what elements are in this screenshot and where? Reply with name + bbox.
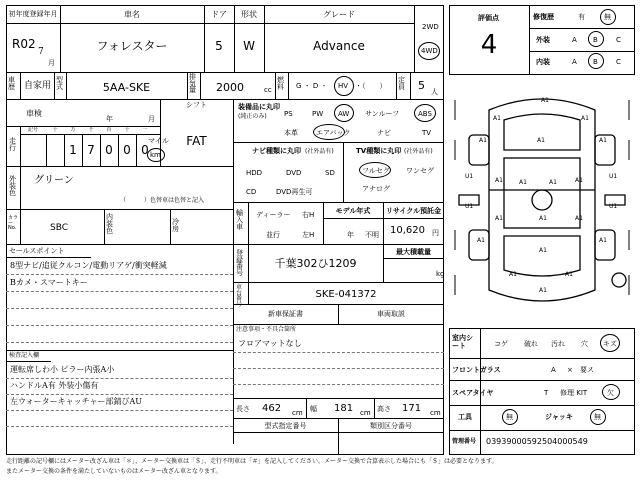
int-grade-a: A	[572, 58, 577, 66]
capacity: 5	[418, 79, 425, 92]
len: 462	[262, 403, 282, 414]
ext-color-label: 外装色	[9, 175, 16, 197]
repair-label: 修復歴	[533, 13, 554, 21]
wid-label: 幅	[310, 405, 317, 413]
capacity-label: 定員	[398, 76, 405, 91]
damage-mark: A1	[537, 137, 545, 144]
inspector-line-1: 運転席しわ小 ピラー内張A小	[10, 365, 115, 374]
inspect-label: 車検	[26, 109, 42, 118]
damage-mark: A1	[549, 179, 557, 186]
len-label: 長さ	[236, 405, 250, 413]
reg-label: 登録番号	[236, 249, 243, 277]
inspector-line-3: 左ウォーターキャッチャー部錆びAU	[10, 397, 142, 406]
damage-mark: A1	[565, 271, 573, 278]
digit-header: 十	[52, 127, 58, 133]
tv-label: TV種類に丸印	[356, 147, 402, 155]
repair-no: 無	[604, 13, 611, 21]
glass-x: ×	[567, 366, 573, 374]
equip-leather: 本革	[284, 129, 298, 137]
drive-2wd: 2WD	[422, 23, 439, 31]
color-code-value: SBC	[50, 223, 69, 233]
tv-oneseg: ワンセグ	[406, 167, 434, 175]
model-year-year: 年	[347, 231, 354, 239]
int-grade-b: B	[593, 58, 598, 66]
damage-mark: A1	[539, 215, 547, 222]
tv-fullseg: フルセグ	[362, 167, 390, 175]
inspect-year-unit: 年	[106, 115, 113, 123]
points-line-1: 8型ナビ/追従クルコン/電動リアゲ/衝突軽減	[10, 261, 167, 270]
import-parallel: 並行	[266, 231, 280, 239]
navi-cd: CD	[246, 188, 257, 196]
hei: 171	[402, 403, 422, 414]
footer-line-2: またメーター交換の条件を満たしていないものはメーター改ざん車となります。	[6, 468, 222, 475]
damage-mark: A1	[575, 215, 583, 222]
wid-cm: cm	[360, 409, 371, 417]
glass-replace: 要ス	[580, 366, 594, 374]
damage-mark: A1	[575, 177, 583, 184]
mgmt-number: 03939000592504000549	[486, 437, 588, 446]
mile-label: マイル	[148, 137, 169, 145]
damage-mark: A1	[539, 287, 547, 294]
inspector-line-2: ハンドルA有 外装小傷有	[10, 381, 99, 390]
displacement: 2000	[216, 81, 244, 94]
import-right: 右H	[302, 211, 315, 219]
color-change-note: （ ）色替車は色替と記入	[120, 197, 205, 204]
equipment-label: 装備品に丸印	[238, 103, 280, 111]
equipment-note: (純正のみ)	[238, 113, 267, 120]
repair-yes: 有	[578, 13, 585, 21]
digit-header: 万	[70, 127, 76, 133]
inspector-label: 検査記入欄	[9, 352, 40, 359]
recycle-label: リサイクル預託金	[385, 207, 442, 215]
ac-label: 冷房	[172, 218, 179, 233]
damage-mark: A1	[479, 137, 487, 144]
ext-grade-c: C	[616, 36, 621, 44]
spare-kit: 修理 KIT	[560, 389, 588, 397]
digit-header: 十	[124, 127, 130, 133]
model-name: フォレスター	[96, 39, 168, 53]
ext-color-value: グリーン	[34, 175, 74, 186]
seat-hole: 穴	[581, 340, 588, 348]
fuel-other: ・（ ）	[355, 82, 387, 90]
max-load-kg: kg	[436, 270, 445, 278]
grade-label: グレード	[323, 10, 355, 19]
len-cm: cm	[292, 409, 303, 417]
damage-mark: A1	[539, 247, 547, 254]
first-reg-era: R02	[12, 37, 36, 51]
digit-header: 一	[142, 127, 148, 133]
fuel-options: G ・ D ・	[296, 82, 328, 90]
navi-dvd: DVD	[286, 169, 302, 177]
displacement-unit: cc	[264, 86, 272, 94]
jack-value: 無	[594, 413, 601, 421]
seat-label: 室内シート	[452, 334, 473, 351]
class-no-label: 類別区分番号	[370, 422, 412, 430]
equip-aw: AW	[338, 110, 350, 118]
damage-mark: A1	[509, 271, 517, 278]
drive-4wd: 4WD	[421, 47, 438, 55]
navi-label: ナビ種類に丸印	[252, 147, 301, 155]
seat-burn: コゲ	[494, 340, 508, 348]
shift: FAT	[186, 134, 207, 148]
notes-label: 注意事項・不具合箇所	[236, 326, 297, 333]
damage-mark: U1	[609, 203, 618, 210]
digit-header: 百	[106, 127, 112, 133]
equip-airbag: エアバック	[316, 129, 351, 137]
fuel-hv: HV	[338, 82, 349, 90]
color-code-label: カラー No.	[8, 215, 19, 231]
capacity-unit: 人	[431, 88, 438, 96]
equip-navi: ナビ	[377, 129, 391, 137]
recycle: 10,620	[390, 225, 425, 236]
spare-t: T	[544, 389, 549, 397]
model-name-label: 車名	[124, 10, 140, 19]
equip-tv: TV	[422, 129, 432, 137]
hei-cm: cm	[430, 409, 441, 417]
grade: Advance	[313, 39, 365, 53]
damage-mark: A1	[519, 179, 527, 186]
run-label: 走行	[9, 137, 16, 152]
damage-mark: U1	[465, 203, 474, 210]
tool-value: 無	[506, 413, 513, 421]
equip-pw: PW	[312, 110, 324, 118]
first-reg-month: 7	[38, 47, 44, 57]
ext-grade-label: 外装	[536, 36, 550, 44]
digit-header: 千	[88, 127, 94, 133]
tv-note: (社外品有)	[404, 148, 433, 155]
model-year-unknown: 不明	[365, 231, 379, 239]
damage-mark: A1	[581, 115, 589, 122]
model-code: 5AA-SKE	[102, 81, 151, 94]
tool-label: 工具	[458, 413, 472, 421]
notes-line-1: フロアマットなし	[238, 339, 302, 348]
navi-sd: SD	[325, 169, 335, 177]
tv-analog: アナログ	[362, 185, 390, 193]
navi-hdd: HDD	[246, 169, 263, 177]
manual-label: 車両取説	[377, 310, 405, 318]
digit-value: 7	[87, 143, 95, 157]
navi-note: (社外品有)	[305, 148, 334, 155]
footer-line-1: 走行距離の記号欄にはメーター改ざん車は「＊」、メーター交換車は「＄」、走行不明車は「＃」を記入してください。メーター交換で合算表示した場合にも「＄」は必要となります。	[6, 458, 498, 465]
digit-header: 記号	[27, 127, 38, 133]
jack-label: ジャッキ	[545, 413, 573, 421]
reg-value: 千葉302ひ1209	[274, 257, 357, 270]
body: W	[243, 39, 255, 53]
shift-label: シフト	[186, 101, 207, 109]
vehicle-class-label: 車歴	[8, 76, 15, 91]
score-label: 評価点	[478, 14, 499, 22]
vehicle-class: 自家用	[24, 81, 52, 91]
damage-mark: A1	[541, 97, 549, 104]
equip-ps: PS	[284, 110, 293, 118]
digit-value: 0	[141, 143, 149, 157]
seat-scratch: キズ	[603, 340, 617, 348]
int-grade-label: 内装	[536, 58, 550, 66]
ext-grade-a: A	[572, 36, 577, 44]
seat-tear: 破れ	[524, 340, 538, 348]
km-label: km	[150, 151, 161, 159]
import-dealer: ディーラー	[256, 211, 291, 219]
fuel-label: 燃料	[277, 76, 284, 91]
hei-label: 高さ	[377, 405, 391, 413]
mgmt-label: 管理番号	[452, 438, 477, 445]
equip-abs: ABS	[418, 110, 432, 118]
navi-dvd-play: DVD再生可	[276, 188, 313, 196]
car-damage-diagram	[449, 80, 635, 320]
damage-mark: A1	[495, 215, 503, 222]
ext-grade-b: B	[593, 36, 598, 44]
damage-mark: A1	[477, 237, 485, 244]
glass-a: A	[551, 366, 556, 374]
points-line-2: Bカメ・スマートキー	[10, 278, 88, 287]
digit-value: 0	[123, 143, 131, 157]
import-label: 輸入車	[236, 209, 243, 231]
score-value: 4	[480, 30, 498, 60]
damage-mark: U1	[609, 173, 618, 180]
points-label: セールスポイント	[9, 247, 65, 255]
doors-label: ドア	[211, 10, 227, 19]
int-grade-c: C	[616, 58, 621, 66]
glass-label: フロントガラス	[452, 366, 501, 374]
first-reg-label: 初年度登録年月	[8, 10, 58, 18]
damage-mark: A1	[493, 115, 501, 122]
spare-label: スペアタイヤ	[452, 389, 494, 397]
model-code-label: 型式	[56, 76, 63, 91]
chassis: SKE-041372	[315, 289, 377, 300]
yen: 円	[432, 229, 439, 237]
digit-value: 1	[69, 143, 77, 157]
int-color-label: 内装色	[106, 213, 113, 235]
import-left: 左H	[302, 231, 315, 239]
damage-mark: A1	[599, 137, 607, 144]
chassis-label: 車台番号	[236, 284, 243, 309]
inspect-month-unit: 月	[148, 115, 155, 123]
warranty-label: 新車保証書	[268, 310, 303, 318]
model-year-label: モデル年式	[335, 207, 371, 215]
type-no-label: 型式指定番号	[264, 422, 307, 430]
spare-missing: 欠	[607, 389, 614, 397]
digit-value: 0	[105, 143, 113, 157]
seat-stain: 汚れ	[551, 340, 565, 348]
doors: 5	[215, 39, 223, 53]
wid: 181	[334, 403, 354, 414]
month-unit: 月	[48, 59, 55, 67]
damage-mark: A1	[599, 237, 607, 244]
damage-mark: A1	[495, 177, 503, 184]
damage-mark: U1	[465, 173, 474, 180]
body-label: 形状	[241, 10, 257, 19]
displacement-label: 排気量	[189, 73, 196, 95]
max-load-label: 最大積載量	[396, 248, 431, 256]
equip-sunroof: サンルーフ	[365, 110, 400, 118]
